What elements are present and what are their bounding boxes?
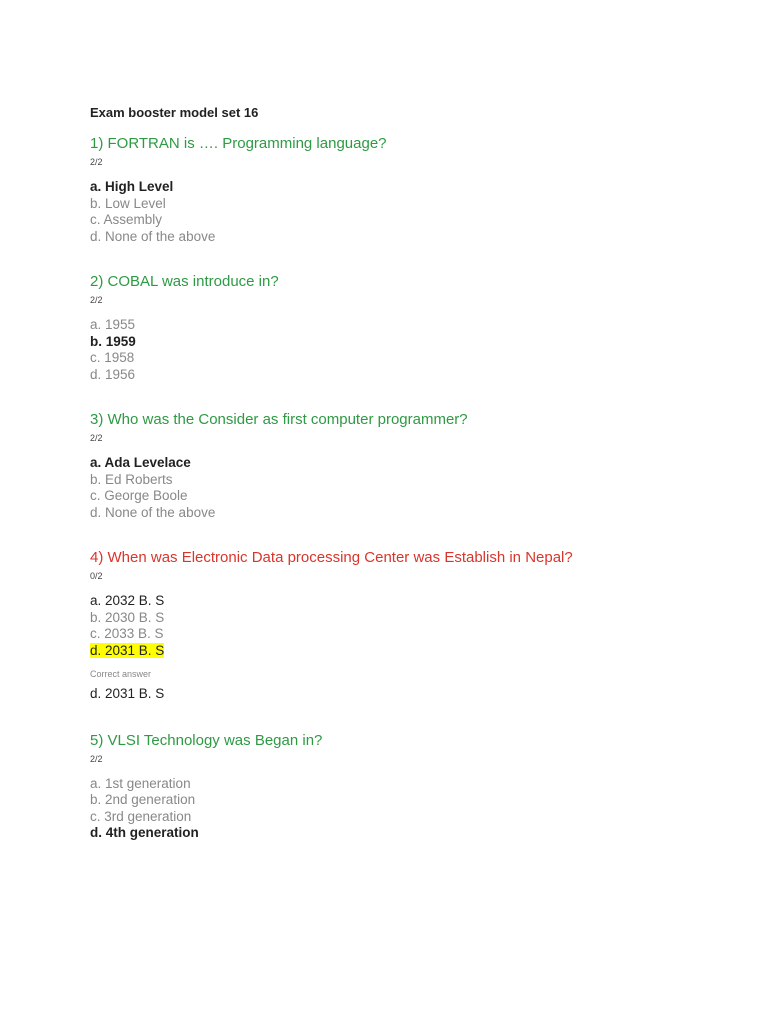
option-a: a. 1st generation [90,775,191,791]
option-c: c. 1958 [90,350,135,365]
question-2 [90,273,730,383]
question-score: 2/2 [90,295,103,305]
question-score: 0/2 [90,571,103,581]
option-list [90,317,730,383]
option-d: d. None of the above [90,504,216,520]
option-list [90,455,730,521]
option-d: d. 1956 [90,366,136,382]
question-score: 2/2 [90,753,103,764]
option-list [90,593,730,659]
question-4 [90,549,730,703]
option-b: b. 2nd generation [90,792,196,807]
question-score: 2/2 [90,433,103,443]
option-c: c. 3rd generation [90,808,192,824]
option-list [90,179,730,245]
question-1 [90,135,730,245]
option-a: a. High Level [90,179,174,194]
option-list [90,776,730,842]
question-text: 3) Who was the Consider as first computer programmer? [90,411,468,428]
option-a: a. 2032 B. S [90,593,165,608]
correct-answer-label: Correct answer [90,669,152,679]
question-5 [90,732,730,842]
question-score: 2/2 [90,157,103,167]
document-page [90,103,730,842]
option-a: a. Ada Levelace [90,455,191,470]
option-c: c. Assembly [90,212,163,227]
option-c: c. 2033 B. S [90,626,164,641]
option-c: c. George Boole [90,488,188,503]
option-a: a. 1955 [90,317,136,332]
question-text: 2) COBAL was introduce in? [90,273,279,290]
question-text: 5) VLSI Technology was Began in? [90,731,323,749]
option-d: d. None of the above [90,228,216,244]
option-d: d. 4th generation [90,825,199,840]
option-b: b. 1959 [90,333,136,349]
option-b: b. 2030 B. S [90,609,165,625]
highlighted-correct-option: d. 2031 B. S [90,642,165,658]
question-text: 4) When was Electronic Data processing Center was Establish in Nepal? [90,549,573,566]
option-d [90,643,730,660]
correct-answer-value: d. 2031 B. S [90,686,165,701]
option-b: b. Low Level [90,195,166,211]
document-title: Exam booster model set 16 [90,105,259,120]
option-b: b. Ed Roberts [90,471,173,487]
question-text: 1) FORTRAN is …. Programming language? [90,135,387,152]
question-3 [90,411,730,521]
